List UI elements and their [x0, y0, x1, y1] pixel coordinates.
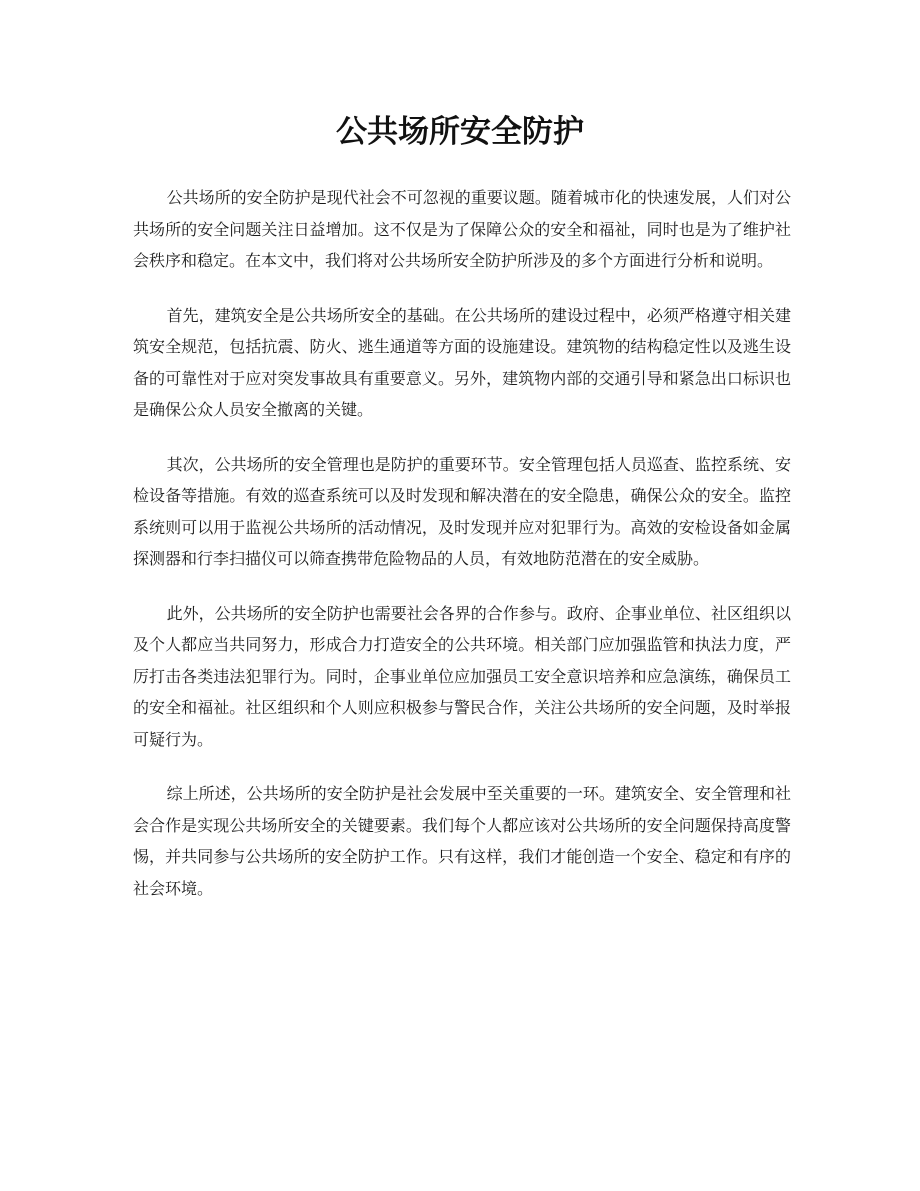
page-title: 公共场所安全防护 [336, 114, 584, 150]
paragraph-social-cooperation: 此外，公共场所的安全防护也需要社会各界的合作参与。政府、企事业单位、社区组织以及个人都应当共同努力，形成合力打造安全的公共环境。相关部门应加强监管和执法力度，严厉打击各类违法犯罪行为。同时，企事业单位应加强员工安全意识培养和应急演练，确保员工的安全和福祉。社区组织和个人则应积极参与警民合作，关注公共场所的安全问题，及时举报可疑行为。 [133, 603, 791, 749]
paragraph-building-safety: 首先，建筑安全是公共场所安全的基础。在公共场所的建设过程中，必须严格遵守相关建筑安全规范，包括抗震、防火、逃生通道等方面的设施建设。建筑物的结构稳定性以及逃生设备的可靠性对于应对突发事故具有重要意义。另外，建筑物内部的交通引导和紧急出口标识也是确保公众人员安全撤离的关键。 [133, 305, 791, 419]
paragraph-intro: 公共场所的安全防护是现代社会不可忽视的重要议题。随着城市化的快速发展，人们对公共场所的安全问题关注日益增加。这不仅是为了保障公众的安全和福祉，同时也是为了维护社会秩序和稳定。在本文中，我们将对公共场所安全防护所涉及的多个方面进行分析和说明。 [133, 188, 791, 270]
paragraph-safety-management: 其次，公共场所的安全管理也是防护的重要环节。安全管理包括人员巡查、监控系统、安检设备等措施。有效的巡查系统可以及时发现和解决潜在的安全隐患，确保公众的安全。监控系统则可以用于监视公共场所的活动情况，及时发现并应对犯罪行为。高效的安检设备如金属探测器和行李扫描仪可以筛查携带危险物品的人员，有效地防范潜在的安全威胁。 [133, 454, 791, 568]
paragraph-conclusion: 综上所述，公共场所的安全防护是社会发展中至关重要的一环。建筑安全、安全管理和社会合作是实现公共场所安全的关键要素。我们每个人都应该对公共场所的安全问题保持高度警惕，并共同参与公共场所的安全防护工作。只有这样，我们才能创造一个安全、稳定和有序的社会环境。 [133, 784, 791, 898]
document-body [133, 182, 791, 927]
